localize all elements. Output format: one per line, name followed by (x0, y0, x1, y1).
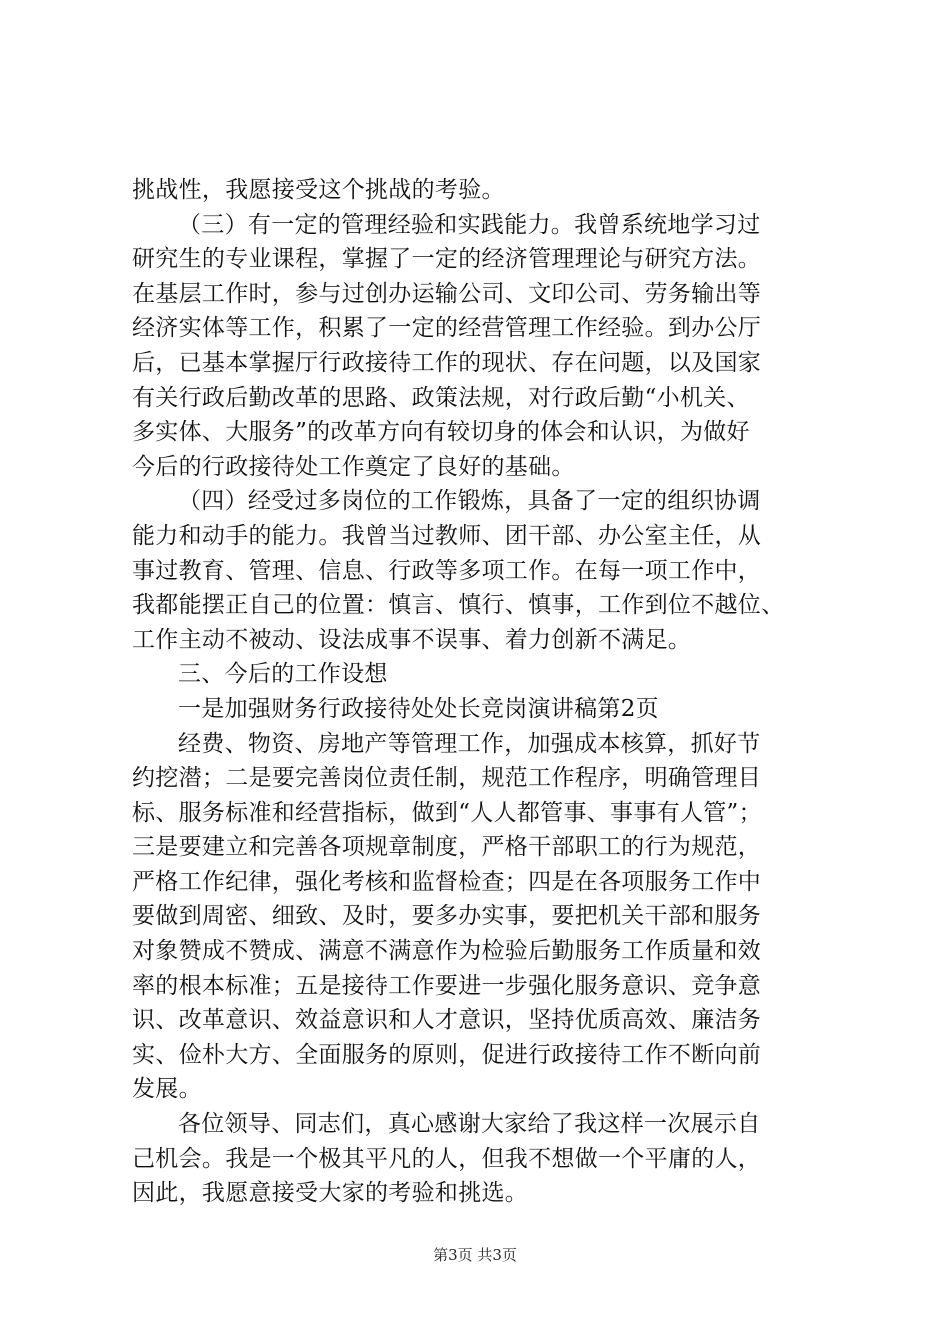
page-footer: 第3页 共3页 (433, 1246, 517, 1264)
text-line: 约挖潜；二是要完善岗位责任制，规范工作程序，明确管理目 (132, 765, 762, 792)
text-line: 识、改革意识、效益意识和人才意识，坚持优质高效、廉洁务 (132, 1007, 762, 1034)
text-line: 因此，我愿意接受大家的考验和挑选。 (132, 1180, 529, 1207)
text-line: 要做到周密、细致、及时，要多办实事，要把机关干部和服务 (132, 903, 762, 930)
text-line: 标、服务标准和经营指标，做到“人人都管事、事事有人管”； (132, 799, 762, 826)
text-line: 严格工作纪律，强化考核和监督检查；四是在各项服务工作中 (132, 868, 762, 895)
text-line: 研究生的专业课程，掌握了一定的经济管理理论与研究方法。 (132, 246, 762, 273)
text-line: 三是要建立和完善各项规章制度，严格干部职工的行为规范， (132, 834, 762, 861)
text-line: 一是加强财务行政接待处处长竞岗演讲稿第2页 (178, 695, 659, 722)
text-line: 实、俭朴大方、全面服务的原则，促进行政接待工作不断向前 (132, 1041, 762, 1068)
text-line: 发展。 (132, 1076, 202, 1103)
text-line: 率的根本标准；五是接待工作要进一步强化服务意识、竞争意 (132, 972, 762, 999)
text-line: 各位领导、同志们，真心感谢大家给了我这样一次展示自 (178, 1111, 761, 1138)
text-line: 我都能摆正自己的位置：慎言、慎行、慎事，工作到位不越位、 (132, 592, 785, 619)
text-line: 工作主动不被动、设法成事不误事、着力创新不满足。 (132, 626, 692, 653)
text-line: 对象赞成不赞成、满意不满意作为检验后勤服务工作质量和效 (132, 938, 762, 965)
text-line: 多实体、大服务”的改革方向有较切身的体会和认识，为做好 (132, 419, 750, 446)
text-line: 有关行政后勤改革的思路、政策法规，对行政后勤“小机关、 (132, 384, 750, 411)
text-line: 挑战性，我愿接受这个挑战的考验。 (132, 177, 505, 203)
text-line: 在基层工作时，参与过创办运输公司、文印公司、劳务输出等 (132, 280, 762, 307)
text-line: 己机会。我是一个极其平凡的人，但我不想做一个平庸的人， (132, 1145, 762, 1172)
document-body (132, 173, 832, 1211)
text-line: 今后的行政接待处工作奠定了良好的基础。 (132, 453, 575, 480)
text-line: 后，已基本掌握厅行政接待工作的现状、存在问题，以及国家 (132, 349, 762, 376)
text-line: （三）有一定的管理经验和实践能力。我曾系统地学习过 (178, 211, 761, 238)
text-line: 事过教育、管理、信息、行政等多项工作。在每一项工作中， (132, 557, 762, 584)
text-line: 经济实体等工作，积累了一定的经营管理工作经验。到办公厅 (132, 315, 762, 342)
text-line: 三、今后的工作设想 (178, 661, 388, 688)
text-line: （四）经受过多岗位的工作锻炼，具备了一定的组织协调 (178, 488, 761, 515)
text-line: 经费、物资、房地产等管理工作，加强成本核算，抓好节 (178, 730, 761, 757)
text-line: 能力和动手的能力。我曾当过教师、团干部、办公室主任，从 (132, 522, 762, 549)
